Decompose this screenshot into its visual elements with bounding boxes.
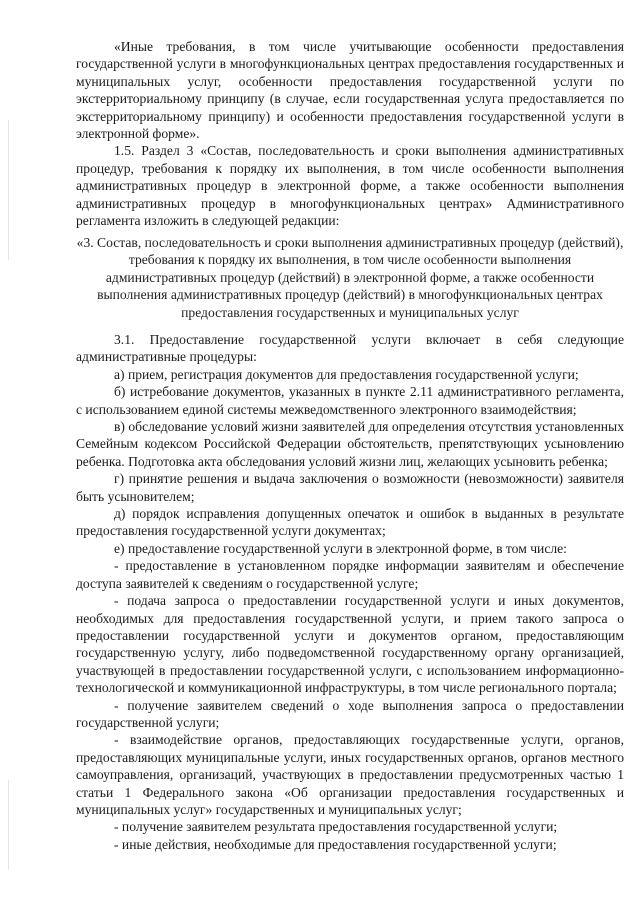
intro-paragraph: «Иные требования, в том числе учитывающие особенности предоставления государственной услуги в многофункциональных центрах предоставления государственных и муниципальных услуг, особенности предоставления государственной услуги по экстерриториальному принципу (в случае, если государственная услуга предоставляется по экстерриториальному принципу) и особенности предоставления государственной услуги в электронной форме». bbox=[76, 39, 624, 142]
intro-section bbox=[76, 38, 624, 229]
body-paragraph: а) прием, регистрация документов для предоставления государственной услуги; bbox=[114, 366, 579, 382]
body-paragraph: е) предоставление государственной услуги в электронной форме, в том числе: bbox=[114, 540, 567, 556]
body-paragraph: д) порядок исправления допущенных опечаток и ошибок в выданных в результате предоставления государственной услуги документах; bbox=[76, 506, 624, 539]
body-paragraph: - получение заявителем результата предоставления государственной услуги; bbox=[114, 819, 558, 835]
section-heading: «3. Состав, последовательность и сроки выполнения административных процедур (действий), требования к порядку их выполнения, в том числе особенности выполнения административных процедур (действий) в электронной форме, а также особенности выполнения административных процедур (действий) в многофункциональных центрах предоставления государственных и муниципальных услуг bbox=[76, 235, 624, 320]
intro-paragraph: 1.5. Раздел 3 «Состав, последовательность и сроки выполнения административных процедур, требования к порядку их выполнения, в том числе особенности выполнения административных процедур в электронной форме, а также особенности выполнения административных процедур в многофункциональных центрах» Административного регламента изложить в следующей редакции: bbox=[76, 143, 624, 229]
body-paragraph: - предоставление в установленном порядке информации заявителям и обеспечение доступа заявителей к сведениям о государственной услуге; bbox=[76, 558, 624, 591]
scan-edge-mark bbox=[8, 120, 9, 260]
body-section bbox=[76, 331, 624, 853]
scan-edge-mark bbox=[8, 780, 9, 870]
body-paragraph: - взаимодействие органов, предоставляющих государственные услуги, органов, предоставляющих муниципальные услуги, иных государственных органов, органов местного самоуправления, организаций, участвующих в предоставлении предусмотренных частью 1 статьи 1 Федерального закона «Об организации предоставления государственных и муниципальных услуг» государственных и муниципальных услуг; bbox=[76, 732, 624, 817]
body-paragraph: в) обследование условий жизни заявителей для определения отсутствия установленных Семейным кодексом Российской Федерации обстоятельств, препятствующих усыновлению ребенка. Подготовка акта обследования условий жизни лиц, желающих усыновить ребенка; bbox=[76, 419, 624, 469]
body-paragraph: - иные действия, необходимые для предоставления государственной услуги; bbox=[114, 836, 557, 852]
body-paragraph: г) принятие решения и выдача заключения о возможности (невозможности) заявителя быть усыновителем; bbox=[76, 471, 624, 504]
body-paragraph: - получение заявителем сведений о ходе выполнения запроса о предоставлении государственной услуги; bbox=[76, 697, 624, 730]
body-paragraph: б) истребование документов, указанных в пункте 2.11 административного регламента, с использованием единой системы межведомственного электронного взаимодействия; bbox=[76, 384, 624, 417]
body-paragraph: - подача запроса о предоставлении государственной услуги и иных документов, необходимых для предоставления государственной услуги, и прием такого запроса о предоставлении государственной услуги и документов органом, предоставляющим государственную услугу, либо подведомственной государственному органу организацией, участвующей в предоставлении государственной услуги, с использованием информационно-технологической и коммуникационной инфраструктуры, в том числе регионального портала; bbox=[76, 593, 624, 696]
section-heading-block bbox=[76, 234, 624, 321]
body-paragraph: 3.1. Предоставление государственной услуги включает в себя следующие административные процедуры: bbox=[76, 332, 624, 365]
